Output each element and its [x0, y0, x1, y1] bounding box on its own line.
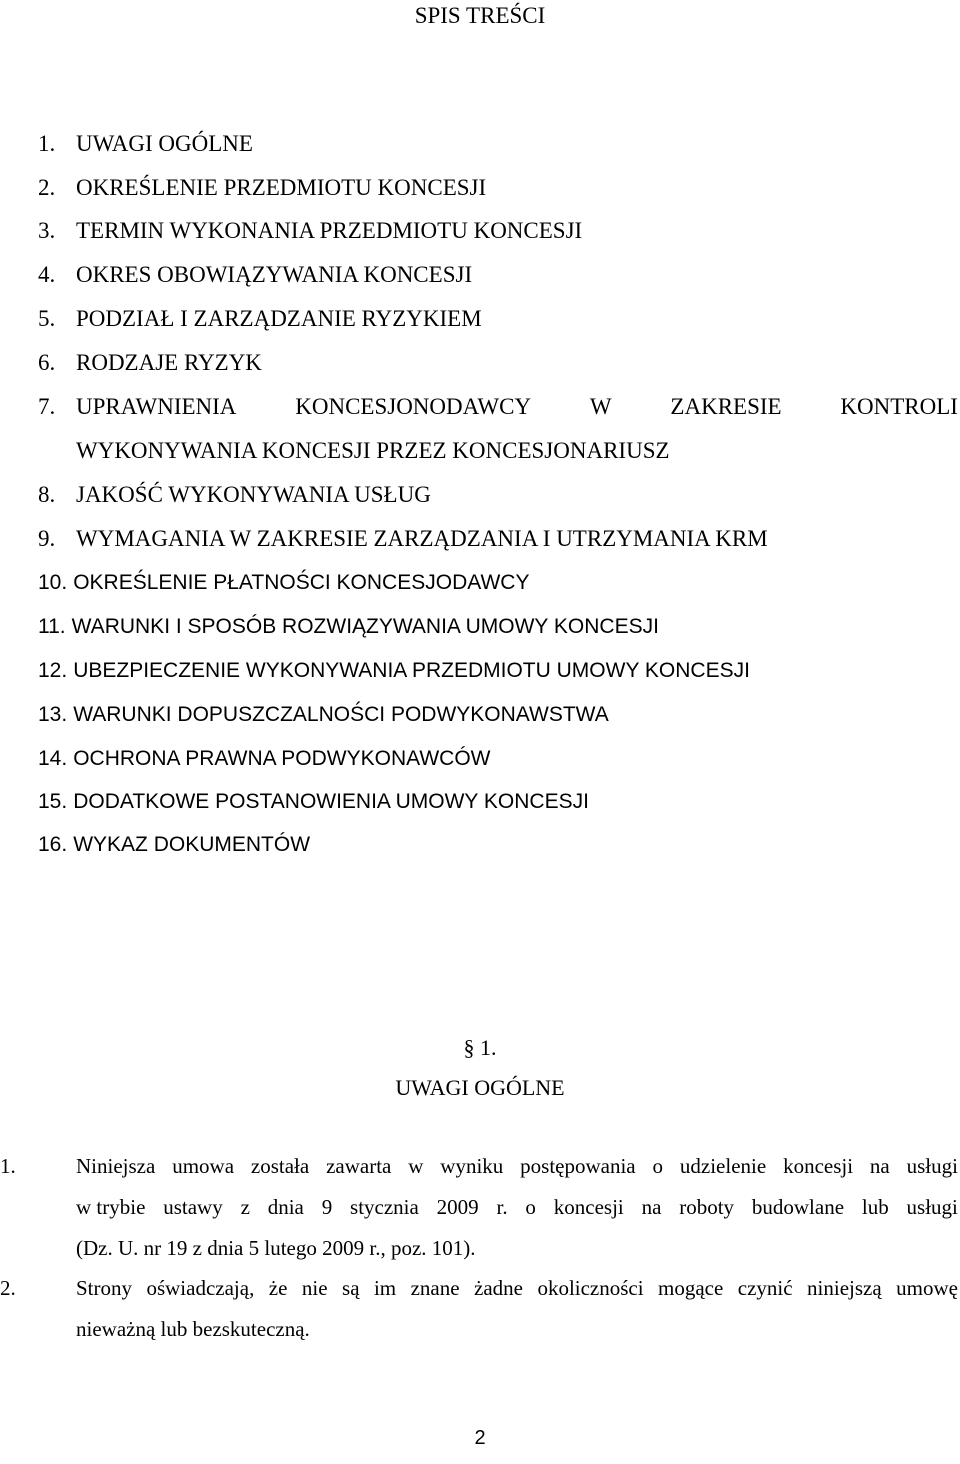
word: są [342, 1276, 360, 1300]
word: koncesji [783, 1154, 854, 1178]
word: nie [301, 1276, 328, 1300]
toc-item-number: 5. [38, 306, 56, 331]
word: W [589, 394, 612, 419]
word: wyniku [440, 1154, 504, 1178]
toc-item [38, 130, 253, 158]
toc-item-number: 4. [38, 262, 56, 287]
word: na [641, 1195, 662, 1219]
toc-item-number: 9. [38, 526, 56, 551]
toc-item [38, 481, 431, 509]
toc-item [38, 349, 262, 377]
toc-item [38, 613, 659, 641]
word: r. [496, 1195, 508, 1219]
word: mogące [658, 1276, 724, 1300]
toc-item [38, 788, 589, 816]
toc-item-number: 7. [38, 394, 56, 419]
word: KONCESJONODAWCY [295, 394, 532, 419]
word: stycznia [350, 1195, 419, 1219]
word: oświadczają, [146, 1276, 255, 1300]
word: czynić [737, 1276, 793, 1300]
word: usługi [906, 1154, 958, 1178]
toc-item-text: UWAGI OGÓLNE [76, 131, 253, 156]
toc-item-text: RODZAJE RYZYK [76, 350, 262, 375]
word: 2009 [436, 1195, 479, 1219]
word: umowę [896, 1276, 958, 1300]
word: w trybie [76, 1195, 146, 1219]
toc-item-number: 10. [38, 571, 68, 594]
toc-item [38, 745, 491, 773]
word: koncesji [553, 1195, 624, 1219]
word: okoliczności [537, 1276, 644, 1300]
toc-item-text-line [76, 393, 958, 421]
word: żadne [474, 1276, 523, 1300]
word: znane [410, 1276, 460, 1300]
toc-item-text: OKREŚLENIE PŁATNOŚCI KONCESJODAWCY [73, 571, 530, 594]
toc-item [38, 174, 486, 202]
word: udzielenie [679, 1154, 767, 1178]
toc-item-text: JAKOŚĆ WYKONYWANIA USŁUG [76, 482, 431, 507]
word: dnia [267, 1195, 304, 1219]
word: 9 [321, 1195, 333, 1219]
toc-item-number: 1. [38, 131, 56, 156]
word: o [525, 1195, 536, 1219]
toc-item-number: 12. [38, 659, 68, 682]
word: zawarta [326, 1154, 392, 1178]
word: postępowania [520, 1154, 636, 1178]
word: z [240, 1195, 250, 1219]
toc-item-text: OCHRONA PRAWNA PODWYKONAWCÓW [73, 747, 491, 770]
paragraph-number: 1. [0, 1154, 16, 1178]
toc-item [38, 569, 529, 597]
toc-item-text: WYMAGANIA W ZAKRESIE ZARZĄDZANIA I UTRZYMANIA KRM [76, 526, 768, 551]
paragraph-number: 2. [0, 1276, 16, 1300]
word: umowa [172, 1154, 235, 1178]
word: im [373, 1276, 397, 1300]
toc-item [38, 393, 76, 421]
word: usługi [906, 1195, 958, 1219]
toc-item-text: OKRES OBOWIĄZYWANIA KONCESJI [76, 262, 473, 287]
toc-item-number: 14. [38, 747, 68, 770]
toc-item-text: UBEZPIECZENIE WYKONYWANIA PRZEDMIOTU UMOWY KONCESJI [73, 659, 750, 682]
word: KONTROLI [840, 394, 958, 419]
paragraph-line [76, 1193, 958, 1221]
word: UPRAWNIENIA [76, 394, 237, 419]
toc-item-text: WYKAZ DOKUMENTÓW [73, 833, 311, 856]
paragraph-line [76, 1152, 958, 1180]
toc-item-text-line: WYKONYWANIA KONCESJI PRZEZ KONCESJONARIUSZ [76, 438, 670, 463]
toc-item [38, 657, 750, 685]
word: lub [861, 1195, 889, 1219]
toc-item [38, 701, 609, 729]
toc-item-number: 13. [38, 703, 68, 726]
toc-item [38, 831, 310, 859]
toc-item-text: WARUNKI I SPOSÓB ROZWIĄZYWANIA UMOWY KONCESJI [71, 615, 659, 638]
toc-item-number: 3. [38, 218, 56, 243]
word: na [869, 1154, 890, 1178]
toc-item-text: WARUNKI DOPUSZCZALNOŚCI PODWYKONAWSTWA [73, 703, 609, 726]
paragraph-line: (Dz. U. nr 19 z dnia 5 lutego 2009 r., poz. 101). [76, 1236, 476, 1260]
paragraph-line [76, 1274, 958, 1302]
paragraph-line: nieważną lub bezskuteczną. [76, 1317, 310, 1341]
toc-item-text: OKREŚLENIE PRZEDMIOTU KONCESJI [76, 175, 487, 200]
toc-item-text: DODATKOWE POSTANOWIENIA UMOWY KONCESJI [73, 790, 589, 813]
word: została [250, 1154, 310, 1178]
word: w [408, 1154, 424, 1178]
toc-title: SPIS TREŚCI [414, 3, 546, 28]
section-title: UWAGI OGÓLNE [395, 1075, 565, 1100]
toc-item-number: 2. [38, 175, 56, 200]
toc-item-number: 8. [38, 482, 56, 507]
word: ustawy [163, 1195, 223, 1219]
word: roboty [679, 1195, 735, 1219]
word: Strony [76, 1276, 133, 1300]
toc-item-number: 15. [38, 790, 68, 813]
word: niniejszą [807, 1276, 882, 1300]
word: budowlane [751, 1195, 845, 1219]
toc-item-number: 6. [38, 350, 56, 375]
toc-item [38, 261, 472, 289]
toc-item [38, 217, 582, 245]
word: że [268, 1276, 288, 1300]
toc-item-text: TERMIN WYKONANIA PRZEDMIOTU KONCESJI [76, 218, 583, 243]
section-mark: § 1. [463, 1035, 497, 1060]
toc-item [38, 525, 768, 553]
toc-item-number: 16. [38, 833, 68, 856]
word: Niniejsza [76, 1154, 156, 1178]
word: o [652, 1154, 664, 1178]
toc-item [38, 305, 482, 333]
word: ZAKRESIE [670, 394, 782, 419]
page-number: 2 [474, 1427, 486, 1449]
toc-item-number: 11. [38, 615, 66, 638]
toc-item-text: PODZIAŁ I ZARZĄDZANIE RYZYKIEM [76, 306, 482, 331]
